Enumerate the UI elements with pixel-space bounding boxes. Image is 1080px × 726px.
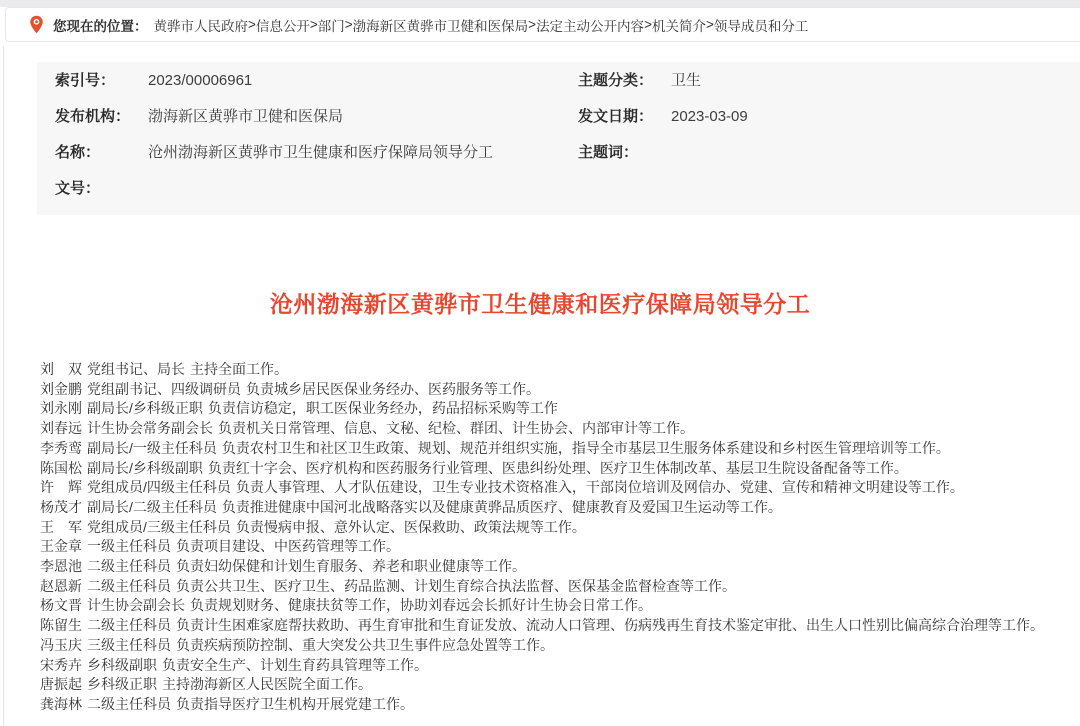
leader-position: 二级主任科员	[87, 577, 171, 594]
meta-value-publisher: 渤海新区黄骅市卫健和医保局	[148, 108, 344, 125]
leader-name: 杨茂才	[40, 498, 82, 515]
leader-duty: 负责疾病预防控制、重大突发公共卫生事件应急处置等工作。	[176, 636, 554, 653]
leader-row	[40, 577, 1070, 597]
leader-name: 陈国松	[40, 459, 82, 476]
leader-name: 龚海林	[40, 695, 82, 712]
leader-name: 王 军	[40, 518, 82, 535]
breadcrumb-item-org-profile[interactable]: 机关简介	[651, 18, 706, 34]
leader-row	[40, 439, 1070, 459]
leader-position: 党组成员/三级主任科员	[87, 518, 231, 535]
page-left-border	[3, 46, 4, 726]
leader-name: 赵恩新	[40, 577, 82, 594]
meta-field-doc-no	[37, 171, 560, 207]
leader-position: 三级主任科员	[87, 636, 171, 653]
leader-position: 党组成员/四级主任科员	[87, 479, 231, 496]
breadcrumb-separator: >	[528, 17, 537, 32]
leader-duty: 负责项目建设、中医药管理等工作。	[176, 538, 400, 555]
page-title: 沧州渤海新区黄骅市卫生健康和医疗保障局领导分工	[269, 291, 811, 317]
leader-duty: 负责人事管理、人才队伍建设，卫生专业技术资格准入，干部岗位培训及网信办、党建、宣传和精神文明建设等工作。	[235, 479, 964, 496]
breadcrumb-separator: >	[644, 17, 652, 32]
leader-row	[40, 656, 1070, 676]
leader-duty: 负责指导医疗卫生机构开展党建工作。	[176, 695, 414, 712]
meta-value-topic-category: 卫生	[671, 72, 702, 89]
breadcrumb-item-info-disclosure[interactable]: 信息公开	[255, 18, 310, 34]
leader-position: 党组副书记、四级调研员	[87, 380, 241, 397]
breadcrumb-prefix: 您现在的位置：	[53, 18, 148, 34]
meta-label-doc-no: 文号：	[55, 180, 101, 197]
breadcrumb-separator: >	[705, 17, 714, 32]
leader-row	[40, 478, 1070, 498]
leader-row	[40, 360, 1070, 380]
meta-value-name: 沧州渤海新区黄骅市卫生健康和医疗保障局领导分工	[148, 144, 494, 161]
leader-duty: 负责妇幼保健和计划生育服务、养老和职业健康等工作。	[176, 558, 526, 575]
leader-duty: 负责规划财务、健康扶贫等工作，协助刘春远会长抓好计生协会日常工作。	[190, 597, 652, 614]
leader-row	[40, 498, 1070, 518]
meta-label-publisher: 发布机构：	[55, 108, 131, 125]
leader-position: 副局长/乡科级正职	[87, 400, 203, 417]
leader-duty: 负责计生困难家庭帮扶救助、再生育审批和生育证发放、流动人口管理、伤病残再生育技术鉴定审批、出生人口性别比偏高综合治理等工作。	[176, 617, 1044, 634]
meta-label-topic-category: 主题分类：	[578, 72, 654, 89]
leader-duty: 主持渤海新区人民医院全面工作。	[162, 676, 372, 693]
leader-name: 冯玉庆	[40, 636, 82, 653]
leader-row	[40, 537, 1070, 557]
leader-position: 乡科级正职	[87, 676, 157, 693]
leader-position: 二级主任科员	[87, 617, 171, 634]
location-pin-icon	[29, 15, 44, 34]
meta-field-topic-category	[560, 63, 1080, 99]
meta-field-name	[37, 135, 560, 171]
leader-row	[40, 518, 1070, 538]
document-meta-panel	[37, 62, 1080, 215]
leader-name: 唐振起	[40, 676, 82, 693]
meta-value-index-no: 2023/00006961	[148, 72, 253, 89]
leader-row	[40, 380, 1070, 400]
meta-label-publish-date: 发文日期：	[578, 108, 654, 125]
meta-field-keywords	[560, 135, 1080, 171]
breadcrumb-item-leadership[interactable]: 领导成员和分工	[713, 18, 809, 34]
leader-position: 乡科级副职	[87, 656, 157, 673]
leader-name: 许 辉	[40, 479, 82, 496]
breadcrumb-item-public-content[interactable]: 法定主动公开内容	[536, 18, 645, 34]
breadcrumb-item-bureau[interactable]: 渤海新区黄骅市卫健和医保局	[352, 18, 529, 34]
leader-name: 刘 双	[40, 361, 82, 377]
leader-name: 王金章	[40, 538, 82, 555]
leader-position: 一级主任科员	[87, 538, 171, 555]
breadcrumb-item-departments[interactable]: 部门	[317, 18, 345, 34]
leaders-list	[40, 360, 1070, 715]
leader-duty: 负责信访稳定，职工医保业务经办，药品招标采购等工作	[207, 400, 558, 417]
leader-duty: 负责安全生产、计划生育药具管理等工作。	[162, 656, 428, 673]
leader-position: 副局长/二级主任科员	[87, 498, 217, 515]
leader-row	[40, 695, 1070, 715]
leader-name: 刘金鹏	[40, 380, 82, 397]
breadcrumb-separator: >	[309, 17, 318, 32]
leader-name: 李恩池	[40, 558, 82, 575]
leader-row	[40, 557, 1070, 577]
leader-duty: 负责城乡居民医保业务经办、医药服务等工作。	[246, 380, 540, 397]
meta-field-publisher	[37, 99, 560, 135]
leader-name: 刘春远	[40, 420, 82, 437]
leader-position: 副局长/乡科级副职	[87, 459, 203, 476]
leader-duty: 负责机关日常管理、信息、文秘、纪检、群团、计生协会、内部审计等工作。	[218, 420, 694, 437]
leader-name: 宋秀卉	[40, 656, 82, 673]
leader-name: 陈留生	[40, 617, 82, 634]
leader-row	[40, 459, 1070, 479]
leader-position: 计生协会常务副会长	[87, 420, 213, 437]
leader-duty: 负责慢病申报、意外认定、医保救助、政策法规等工作。	[235, 518, 586, 535]
breadcrumb-item-home[interactable]: 黄骅市人民政府	[153, 18, 248, 34]
leader-position: 副局长/一级主任科员	[87, 439, 217, 456]
breadcrumb-separator: >	[248, 17, 256, 32]
leader-name: 刘永刚	[40, 400, 82, 417]
breadcrumb	[5, 7, 1080, 42]
page-top-strip	[0, 0, 1080, 7]
meta-label-name: 名称：	[55, 144, 101, 161]
meta-label-keywords: 主题词：	[578, 144, 639, 161]
leader-name: 杨文晋	[40, 597, 82, 614]
leader-row	[40, 419, 1070, 439]
meta-value-publish-date: 2023-03-09	[671, 108, 748, 125]
leader-duty: 负责农村卫生和社区卫生政策、规划、规范并组织实施，指导全市基层卫生服务体系建设和乡村医生管理培训等工作。	[221, 439, 950, 456]
leader-position: 二级主任科员	[87, 558, 171, 575]
leader-position: 党组书记、局长	[87, 361, 185, 377]
leader-row	[40, 616, 1070, 636]
meta-field-index-no	[37, 63, 560, 99]
leader-duty: 主持全面工作。	[190, 361, 288, 377]
breadcrumb-separator: >	[344, 17, 353, 32]
meta-label-index-no: 索引号：	[55, 72, 116, 89]
leader-duty: 负责红十字会、医疗机构和医药服务行业管理、医患纠纷处理、医疗卫生体制改革、基层卫生院设备配备等工作。	[207, 459, 908, 476]
leader-position: 二级主任科员	[87, 695, 171, 712]
leader-duty: 负责推进健康中国河北战略落实以及健康黄骅品质医疗、健康教育及爱国卫生运动等工作。	[221, 498, 782, 515]
leader-row	[40, 675, 1070, 695]
leader-name: 李秀鸾	[40, 439, 82, 456]
leader-row	[40, 596, 1070, 616]
leader-row	[40, 636, 1070, 656]
leader-duty: 负责公共卫生、医疗卫生、药品监测、计划生育综合执法监督、医保基金监督检查等工作。	[176, 577, 736, 594]
meta-field-publish-date	[560, 99, 1080, 135]
leader-position: 计生协会副会长	[87, 597, 185, 614]
meta-field-empty	[560, 171, 1080, 207]
leader-row	[40, 399, 1070, 419]
